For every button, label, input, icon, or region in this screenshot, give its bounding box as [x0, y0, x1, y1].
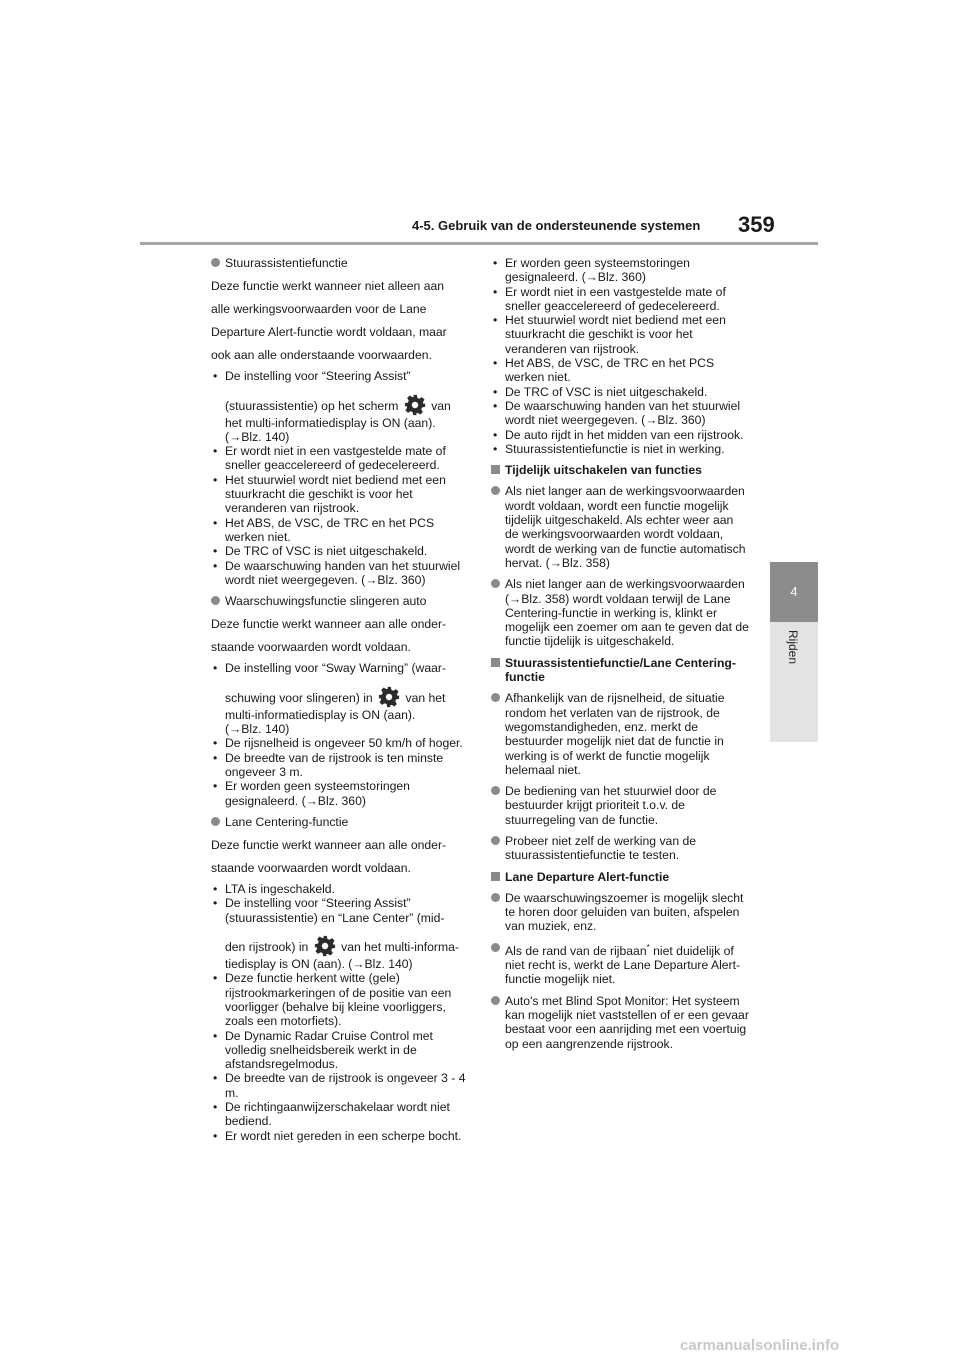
bullet-dot-icon — [491, 893, 500, 902]
list-item-continuation: (→Blz. 140) — [225, 429, 290, 444]
note-item: Als de rand van de rijbaan* niet duidelijk of niet recht is, werkt de Lane Departure Alert-functie mogelijk niet. — [491, 941, 749, 987]
paragraph-line: ook aan alle onderstaande voorwaarden. — [211, 348, 432, 363]
paragraph-line: alle werkingsvoorwaarden voor de Lane — [211, 302, 427, 317]
list-item: • LTA is ingeschakeld. — [213, 882, 335, 897]
chapter-number: 4 — [790, 584, 798, 599]
chapter-tab — [770, 562, 818, 622]
list-item: • Het ABS, de VSC, de TRC en het PCS werken niet. — [213, 515, 435, 544]
footnote-marker: * — [646, 942, 650, 952]
bullet-heading: Lane Centering-functie — [211, 815, 469, 829]
paragraph-line: Departure Alert-functie wordt voldaan, maar — [211, 325, 447, 340]
gear-icon — [314, 935, 336, 957]
square-bullet-icon — [491, 658, 500, 667]
list-item-continuation: tiedisplay is ON (aan). (→Blz. 140) — [225, 957, 413, 972]
chapter-title: Rijden — [786, 630, 800, 665]
list-item-continuation: (stuurassistentie) en “Lane Center” (mid- — [225, 910, 445, 925]
bullet-dot-icon — [491, 693, 500, 702]
gear-icon — [378, 686, 400, 708]
list-item: • De TRC of VSC is niet uitgeschakeld. — [493, 384, 708, 399]
list-item: • De richtingaanwijzerschakelaar wordt niet bediend. — [213, 1099, 450, 1129]
paragraph-line: Deze functie werkt wanneer aan alle onder- — [211, 617, 447, 632]
section-header: 4-5. Gebruik van de ondersteunende systemen — [412, 218, 701, 233]
list-item-continuation: multi-informatiedisplay is ON (aan). — [225, 707, 416, 722]
list-item: • Er worden geen systeemstoringen gesignaleerd. (→Blz. 360) — [213, 779, 410, 808]
bullet-heading: Waarschuwingsfunctie slingeren auto — [211, 594, 469, 608]
chapter-side-label — [770, 622, 818, 742]
list-item: • De breedte van de rijstrook is ten minste ongeveer 3 m. — [213, 750, 444, 779]
bullet-dot-icon — [491, 943, 500, 952]
list-item: • De breedte van de rijstrook is ongeveer 3 - 4 m. — [213, 1071, 466, 1100]
list-item: • De TRC of VSC is niet uitgeschakeld. — [213, 544, 428, 559]
note-item: Probeer niet zelf de werking van de stuurassistentiefunctie te testen. — [491, 834, 749, 863]
section-heading: Tijdelijk uitschakelen van functies — [491, 463, 749, 477]
paragraph-line: Deze functie werkt wanneer niet alleen aan — [211, 279, 445, 294]
list-item-continuation: het multi-informatiedisplay is ON (aan). — [225, 415, 436, 430]
note-item: De bediening van het stuurwiel door de bestuurder krijgt prioriteit t.o.v. de stuurregeling van de functie. — [491, 784, 749, 827]
bullet-dot-icon — [491, 579, 500, 588]
right-column — [491, 256, 749, 1058]
list-item: • De instelling voor “Steering Assist” — [213, 896, 411, 911]
list-item: • Stuurassistentiefunctie is niet in werking. — [493, 441, 725, 456]
note-item: De waarschuwingszoemer is mogelijk slecht te horen door geluiden van buiten, afspelen van muziek, enz. — [491, 891, 749, 934]
section-heading: Stuurassistentiefunctie/Lane Centering-functie — [491, 656, 749, 685]
page-number: 359 — [738, 212, 775, 237]
header-divider — [140, 242, 818, 245]
list-item: • De auto rijdt in het midden van een rijstrook. — [493, 427, 744, 442]
note-item: Als niet langer aan de werkingsvoorwaarden wordt voldaan, wordt een functie mogelijk tijdelijk uitgeschakeld. Als echter weer aan de werkingsvoorwaarden wordt voldaan, wordt de werking van de functie automatisch hervat. (→Blz. 358) — [491, 484, 749, 570]
list-item: • Er worden geen systeemstoringen gesignaleerd. (→Blz. 360) — [493, 256, 690, 285]
list-item: • Het ABS, de VSC, de TRC en het PCS werken niet. — [493, 356, 715, 385]
note-item: Afhankelijk van de rijsnelheid, de situatie rondom het verlaten van de rijstrook, de wegomstandigheden, enz. merkt de bestuurder mogelijk niet dat de functie in werking is of werkt de functie mogelijk helemaal niet. — [491, 691, 749, 777]
bullet-heading: Stuurassistentiefunctie — [211, 256, 469, 270]
gear-icon — [404, 394, 426, 416]
paragraph-line: staande voorwaarden wordt voldaan. — [211, 861, 411, 876]
bullet-dot-icon — [211, 596, 220, 605]
square-bullet-icon — [491, 465, 500, 474]
list-item: • Er wordt niet in een vastgestelde mate of sneller geaccelereerd of gedecelereerd. — [493, 284, 726, 313]
note-item: Auto's met Blind Spot Monitor: Het systeem kan mogelijk niet vaststellen of er een gevaar bestaat voor een aanrijding met een voertuig op een aangrenzende rijstrook. — [491, 994, 749, 1051]
paragraph-line: staande voorwaarden wordt voldaan. — [211, 640, 411, 655]
list-item-continuation: den rijstrook) in van het multi-informa- — [211, 935, 469, 957]
list-item: • Het stuurwiel wordt niet bediend met een stuurkracht die geschikt is voor het veranderen van rijstrook. — [213, 472, 446, 516]
bullet-dot-icon — [491, 996, 500, 1005]
list-item: • De instelling voor “Sway Warning” (waar- — [213, 661, 447, 676]
list-item: • De waarschuwing handen van het stuurwiel wordt niet weergegeven. (→Blz. 360) — [213, 558, 461, 587]
bullet-dot-icon — [491, 486, 500, 495]
paragraph-line: Deze functie werkt wanneer aan alle onder- — [211, 838, 447, 853]
bullet-dot-icon — [211, 817, 220, 826]
watermark: carmanualsonline.info — [680, 1337, 840, 1354]
list-item: • Er wordt niet gereden in een scherpe bocht. — [213, 1128, 462, 1143]
list-item: • Er wordt niet in een vastgestelde mate of sneller geaccelereerd of gedecelereerd. — [213, 444, 446, 473]
note-item: Als niet langer aan de werkingsvoorwaarden (→Blz. 358) wordt voldaan terwijl de Lane Centering-functie in werking is, klinkt er mogelijk een zoemer om aan te geven dat de functie tijdelijk is uitgeschakeld. — [491, 577, 749, 648]
list-item-continuation: (stuurassistentie) op het scherm van — [211, 394, 469, 416]
list-item-continuation: schuwing voor slingeren) in van het — [211, 686, 469, 708]
square-bullet-icon — [491, 872, 500, 881]
list-item: • Deze functie herkent witte (gele) rijstrookmarkeringen of de positie van een voorligger (behalve bij kleine voorliggers, zoals een motorfiets). — [213, 971, 452, 1029]
bullet-dot-icon — [491, 786, 500, 795]
list-item: • Het stuurwiel wordt niet bediend met een stuurkracht die geschikt is voor het veranderen van rijstrook. — [493, 313, 726, 356]
list-item: • De instelling voor “Steering Assist” — [213, 369, 411, 384]
section-heading: Lane Departure Alert-functie — [491, 870, 749, 884]
list-item-continuation: (→Blz. 140) — [225, 722, 290, 737]
left-column — [211, 256, 469, 1143]
bullet-dot-icon — [211, 258, 220, 267]
list-item: • De waarschuwing handen van het stuurwiel wordt niet weergegeven. (→Blz. 360) — [493, 398, 741, 428]
list-item: • De Dynamic Radar Cruise Control met volledig snelheidsbereik werkt in de afstandsregelmodus. — [213, 1028, 433, 1072]
bullet-dot-icon — [491, 836, 500, 845]
list-item: • De rijsnelheid is ongeveer 50 km/h of hoger. — [213, 736, 463, 751]
